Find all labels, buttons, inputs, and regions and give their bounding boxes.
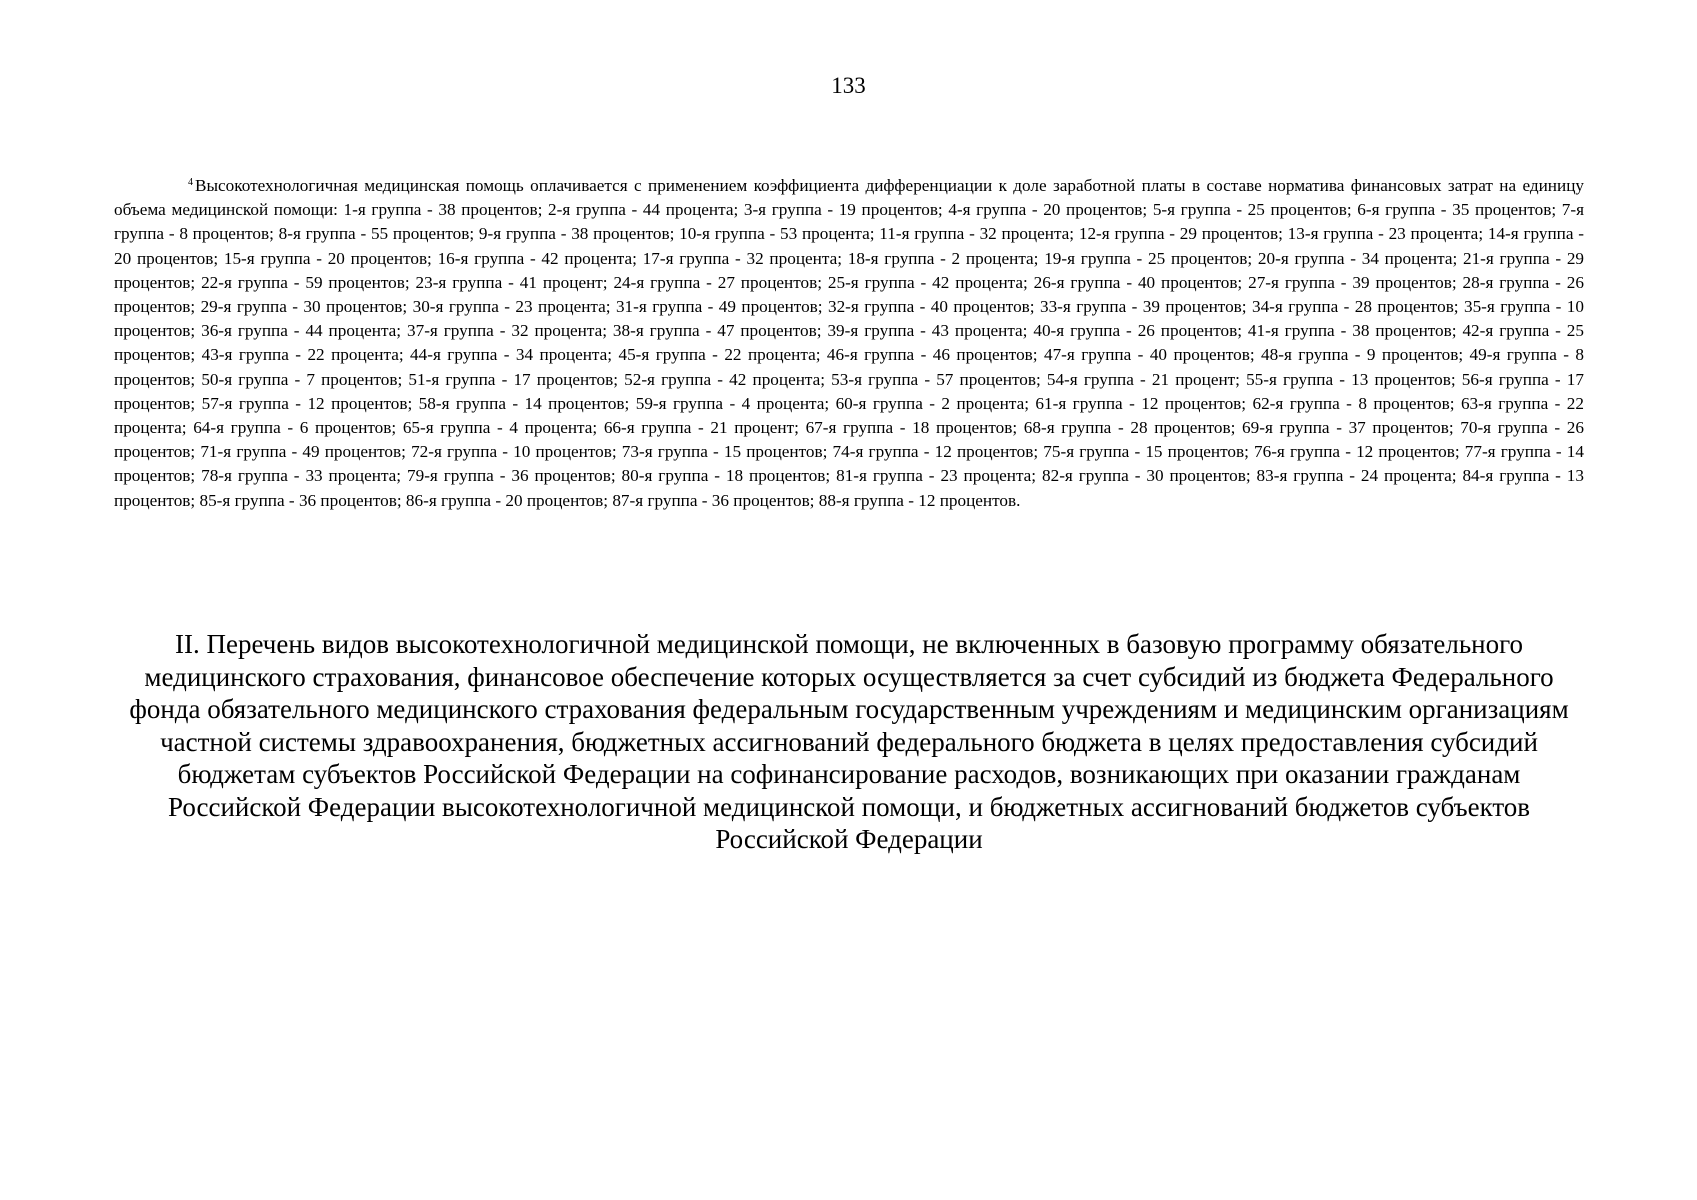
footnote — [114, 174, 1584, 513]
page-number: 133 — [831, 73, 866, 98]
section-heading: II. Перечень видов высокотехнологичной медицинской помощи, не включенных в базовую программу обязательного медицинского страхования, финансовое обеспечение которых осуществляется за счет субсидий из бюджета Федерального фонда обязательного медицинского страхования федеральным государственным учреждениям и медицинским организациям частной системы здравоохранения, бюджетных ассигнований федерального бюджета в целях предоставления субсидий бюджетам субъектов Российской Федерации на софинансирование расходов, возникающих при оказании гражданам Российской Федерации высокотехнологичной медицинской помощи, и бюджетных ассигнований бюджетов субъектов Российской Федерации — [129, 629, 1569, 854]
footnote-text: Высокотехнологичная медицинская помощь оплачивается с применением коэффициента дифференциации к доле заработной платы в составе норматива финансовых затрат на единицу объема медицинской помощи: 1-я группа - 38 процентов; 2-я группа - 44 процента; 3-я группа - 19 процентов; 4-я группа - 20 процентов; 5-я группа - 25 процентов; 6-я группа - 35 процентов; 7-я группа - 8 процентов; 8-я группа - 55 процентов; 9-я группа - 38 процентов; 10-я группа - 53 процента; 11-я группа - 32 процента; 12-я группа - 29 процентов; 13-я группа - 23 процента; 14-я группа - 20 процентов; 15-я группа - 20 процентов; 16-я группа - 42 процента; 17-я группа - 32 процента; 18-я группа - 2 процента; 19-я группа - 25 процентов; 20-я группа - 34 процента; 21-я группа - 29 процентов; 22-я группа - 59 процентов; 23-я группа - 41 процент; 24-я группа - 27 процентов; 25-я группа - 42 процента; 26-я группа - 40 процентов; 27-я группа - 39 процентов; 28-я группа - 26 процентов; 29-я группа - 30 процентов; 30-я группа - 23 процента; 31-я группа - 49 процентов; 32-я группа - 40 процентов; 33-я группа - 39 процентов; 34-я группа - 28 процентов; 35-я группа - 10 процентов; 36-я группа - 44 процента; 37-я группа - 32 процента; 38-я группа - 47 процентов; 39-я группа - 43 процента; 40-я группа - 26 процентов; 41-я группа - 38 процентов; 42-я группа - 25 процентов; 43-я группа - 22 процента; 44-я группа - 34 процента; 45-я группа - 22 процента; 46-я группа - 46 процентов; 47-я группа - 40 процентов; 48-я группа - 9 процентов; 49-я группа - 8 процентов; 50-я группа - 7 процентов; 51-я группа - 17 процентов; 52-я группа - 42 процента; 53-я группа - 57 процентов; 54-я группа - 21 процент; 55-я группа - 13 процентов; 56-я группа - 17 процентов; 57-я группа - 12 процентов; 58-я группа - 14 процентов; 59-я группа - 4 процента; 60-я группа - 2 процента; 61-я группа - 12 процентов; 62-я группа - 8 процентов; 63-я группа - 22 процента; 64-я группа - 6 процентов; 65-я группа - 4 процента; 66-я группа - 21 процент; 67-я группа - 18 процентов; 68-я группа - 28 процентов; 69-я группа - 37 процентов; 70-я группа - 26 процентов; 71-я группа - 49 процентов; 72-я группа - 10 процентов; 73-я группа - 15 процентов; 74-я группа - 12 процентов; 75-я группа - 15 процентов; 76-я группа - 12 процентов; 77-я группа - 14 процентов; 78-я группа - 33 процента; 79-я группа - 36 процентов; 80-я группа - 18 процентов; 81-я группа - 23 процента; 82-я группа - 30 процентов; 83-я группа - 24 процента; 84-я группа - 13 процентов; 85-я группа - 36 процентов; 86-я группа - 20 процентов; 87-я группа - 36 процентов; 88-я группа - 12 процентов. — [114, 176, 1584, 510]
footnote-marker: 4 — [188, 177, 193, 188]
